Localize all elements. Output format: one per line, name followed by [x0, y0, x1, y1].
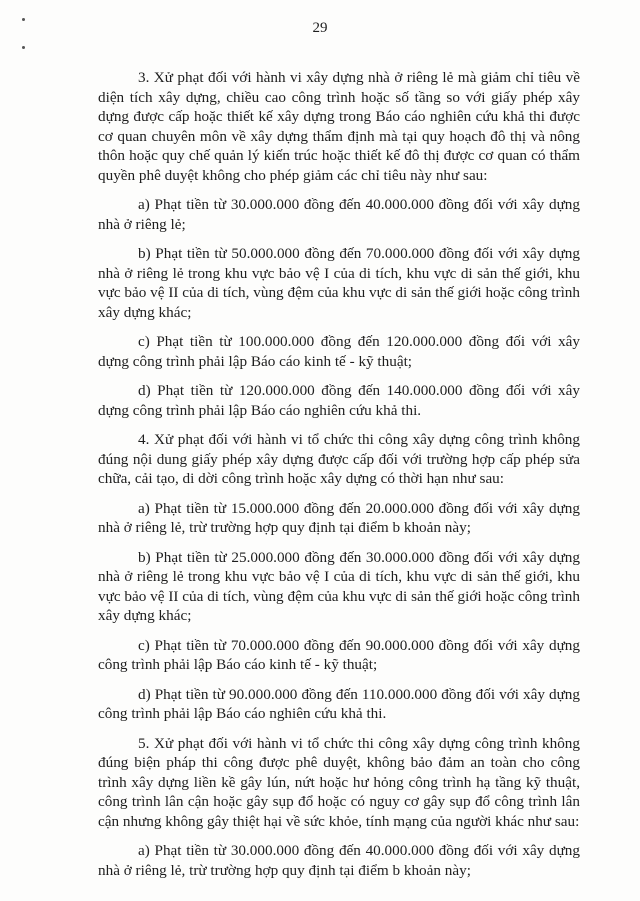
paragraph-clause-4: 4. Xử phạt đối với hành vi tổ chức thi công xây dựng công trình không đúng nội dung giấy phép xây dựng được cấp đối với trường hợp cấp phép sửa chữa, cải tạo, di dời công trình hoặc xây dựng có thời hạn như sau: [98, 431, 580, 487]
paragraph-clause-3b: b) Phạt tiền từ 50.000.000 đồng đến 70.000.000 đồng đối với xây dựng nhà ở riêng lẻ trong khu vực bảo vệ I của di tích, khu vực di sản thế giới, khu vực bảo vệ II của di tích, vùng đệm của khu vực di sản thế giới hoặc công trình xây dựng khác; [98, 245, 580, 321]
paragraph-clause-3d: d) Phạt tiền từ 120.000.000 đồng đến 140.000.000 đồng đối với xây dựng công trình phải lập Báo cáo nghiên cứu khả thi. [98, 382, 580, 419]
paragraph-clause-3: 3. Xử phạt đối với hành vi xây dựng nhà ở riêng lẻ mà giảm chỉ tiêu về diện tích xây dựng, chiều cao công trình hoặc số tầng so với giấy phép xây dựng được cấp hoặc thiết kế xây dựng trong Báo cáo nghiên cứu khả thi được cơ quan chuyên môn về xây dựng thẩm định mà tại quy hoạch đô thị và nông thôn hoặc quy chế quản lý kiến trúc hoặc thiết kế đô thị được cơ quan có thẩm quyền phê duyệt không cho phép giảm các chỉ tiêu này như sau: [98, 69, 580, 184]
paragraph-clause-3a: a) Phạt tiền từ 30.000.000 đồng đến 40.000.000 đồng đối với xây dựng nhà ở riêng lẻ; [98, 196, 580, 233]
paragraph-clause-4a: a) Phạt tiền từ 15.000.000 đồng đến 20.000.000 đồng đối với xây dựng nhà ở riêng lẻ, trừ trường hợp quy định tại điểm b khoản này; [98, 499, 580, 536]
document-body [98, 68, 580, 890]
paragraph-clause-4c: c) Phạt tiền từ 70.000.000 đồng đến 90.000.000 đồng đối với xây dựng công trình phải lập Báo cáo kinh tế - kỹ thuật; [98, 636, 580, 673]
paragraph-clause-4b: b) Phạt tiền từ 25.000.000 đồng đến 30.000.000 đồng đối với xây dựng nhà ở riêng lẻ trong khu vực bảo vệ I của di tích, khu vực di sản thế giới, khu vực bảo vệ II của di tích, vùng đệm của khu vực di sản thế giới hoặc công trình xây dựng khác; [98, 548, 580, 624]
paragraph-clause-3c: c) Phạt tiền từ 100.000.000 đồng đến 120.000.000 đồng đối với xây dựng công trình phải lập Báo cáo kinh tế - kỹ thuật; [98, 333, 580, 370]
scan-mark-middle [22, 46, 25, 49]
page-number: 29 [312, 20, 328, 36]
paragraph-clause-5a: a) Phạt tiền từ 30.000.000 đồng đến 40.000.000 đồng đối với xây dựng nhà ở riêng lẻ, trừ trường hợp quy định tại điểm b khoản này; [98, 842, 580, 879]
paragraph-clause-5: 5. Xử phạt đối với hành vi tổ chức thi công xây dựng công trình không đúng biện pháp thi công được phê duyệt, không bảo đảm an toàn cho công trình xây dựng liền kề gây lún, nứt hoặc hư hỏng công trình hạ tầng kỹ thuật, công trình lân cận hoặc gây sụp đổ hoặc có nguy cơ gây sụp đổ công trình lân cận nhưng không gây thiệt hại về sức khỏe, tính mạng của người khác như sau: [98, 734, 580, 830]
paragraph-clause-4d: d) Phạt tiền từ 90.000.000 đồng đến 110.000.000 đồng đối với xây dựng công trình phải lập Báo cáo nghiên cứu khả thi. [98, 685, 580, 722]
